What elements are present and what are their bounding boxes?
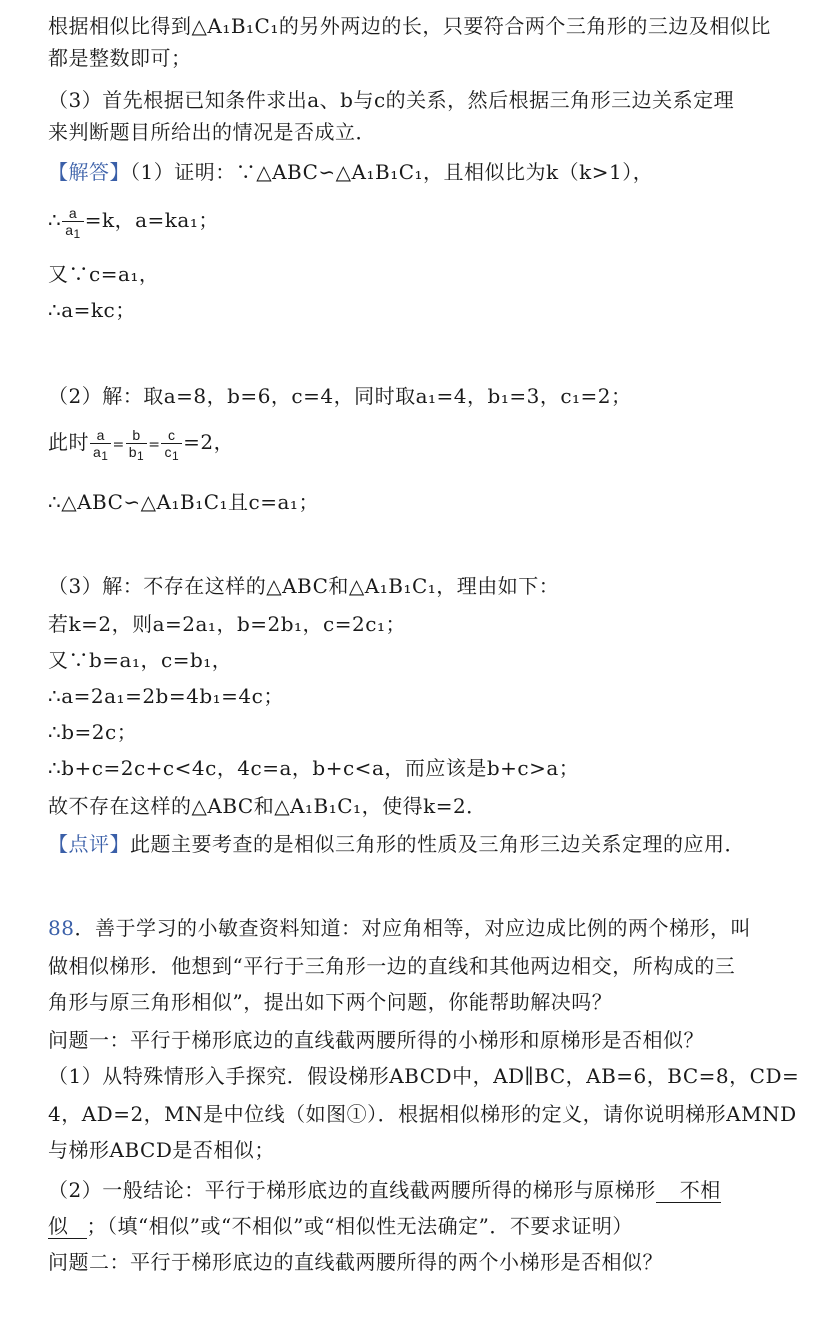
therefore-symbol: ∴	[48, 208, 62, 232]
denominator-base: b	[128, 444, 138, 460]
fraction-numerator: b	[126, 427, 147, 444]
problem-88-line-4: 问题一：平行于梯形底边的直线截两腰所得的小梯形和原梯形是否相似？	[48, 1028, 704, 1052]
answer-blank-part-2: 似	[48, 1214, 87, 1239]
solution-part3-line-2: 若k=2，则a=2a₁，b=2b₁，c=2c₁；	[48, 612, 406, 636]
fraction-denominator	[126, 444, 147, 463]
analysis-line-1: 根据相似比得到△A₁B₁C₁的另外两边的长，只要符合两个三角形的三边及相似比	[48, 14, 771, 38]
solution-part3-line-6: ∴b+c=2c+c<4c，4c=a，b+c<a，而应该是b+c>a；	[48, 756, 580, 780]
fraction-numerator: a	[62, 205, 83, 222]
problem-88-line-6: 4，AD=2，MN是中位线（如图①）．根据相似梯形的定义，请你说明梯形AMND	[48, 1102, 797, 1126]
fraction-a-over-a1	[62, 205, 83, 241]
problem-number: 88	[48, 916, 75, 940]
solution-part2-line-1: （2）解：取a=8，b=6，c=4，同时取a₁=4，b₁=3，c₁=2；	[48, 384, 632, 408]
problem-88-line-2: 做相似梯形．他想到“平行于三角形一边的直线和其他两边相交，所构成的三	[48, 954, 736, 978]
fraction-a-over-a1	[90, 427, 111, 463]
problem-88-line-9	[48, 1214, 805, 1239]
equation-rest: =k，a=ka₁；	[84, 208, 219, 232]
fraction-c-over-c1	[161, 427, 182, 463]
problem-88-line-3: 角形与原三角形相似”，提出如下两个问题，你能帮助解决吗？	[48, 990, 613, 1014]
fraction-numerator: a	[90, 427, 111, 444]
problem-text: ．善于学习的小敏查资料知道：对应角相等，对应边成比例的两个梯形，叫	[74, 916, 751, 940]
fraction-numerator: c	[161, 427, 182, 444]
solution-part1-text: （1）证明：∵△ABC∽△A₁B₁C₁，且相似比为k（k>1），	[130, 160, 654, 184]
solution-tag: 【解答】	[48, 160, 130, 184]
solution-part3-line-4: ∴a=2a₁=2b=4b₁=4c；	[48, 684, 284, 708]
equals-sign: =	[148, 437, 161, 453]
solution-part3-line-1: （3）解：不存在这样的△ABC和△A₁B₁C₁，理由如下：	[48, 574, 560, 598]
analysis-line-3: （3）首先根据已知条件求出a、b与c的关系，然后根据三角形三边关系定理	[48, 88, 735, 112]
comment-line	[48, 832, 805, 856]
fraction-denominator	[161, 444, 182, 463]
problem-88-line-5: （1）从特殊情形入手探究．假设梯形ABCD中，AD∥BC，AB=6，BC=8，CD=	[48, 1064, 800, 1088]
problem-88-line-8	[48, 1178, 805, 1203]
fill-instruction: ；（填“相似”或“不相似”或“相似性无法确定”．不要求证明）	[86, 1214, 633, 1238]
solution-part3-line-3: 又∵b=a₁，c=b₁，	[48, 648, 233, 672]
denominator-base: a	[65, 222, 74, 238]
problem-88-line-1	[48, 916, 805, 940]
fraction-denominator	[62, 222, 83, 241]
solution-line-1	[48, 160, 805, 184]
solution-part2-line-2	[48, 422, 805, 465]
comment-tag: 【点评】	[48, 832, 130, 856]
solution-line-2	[48, 200, 805, 240]
equation-rest: =2，	[183, 430, 235, 454]
denominator-base: a	[93, 444, 102, 460]
denominator-subscript: 1	[73, 227, 81, 241]
fraction-denominator	[90, 444, 111, 463]
at-this-time-label: 此时	[48, 430, 89, 454]
analysis-line-2: 都是整数即可；	[48, 46, 192, 70]
problem-88-line-10: 问题二：平行于梯形底边的直线截两腰所得的两个小梯形是否相似？	[48, 1250, 663, 1274]
answer-blank-part-1: 不相	[656, 1178, 721, 1203]
solution-line-3: 又∵c=a₁，	[48, 262, 160, 286]
analysis-line-4: 来判断题目所给出的情况是否成立．	[48, 120, 376, 144]
equals-sign: =	[112, 437, 125, 453]
solution-part3-line-7: 故不存在这样的△ABC和△A₁B₁C₁，使得k=2．	[48, 794, 487, 818]
denominator-subscript: 1	[101, 449, 109, 463]
fraction-b-over-b1	[126, 427, 147, 463]
denominator-base: c	[164, 444, 172, 460]
solution-line-4: ∴a=kc；	[48, 298, 136, 322]
solution-part2-line-3: ∴△ABC∽△A₁B₁C₁且c=a₁；	[48, 490, 319, 514]
general-conclusion-text: （2）一般结论：平行于梯形底边的直线截两腰所得的梯形与原梯形	[48, 1178, 656, 1202]
solution-part3-line-5: ∴b=2c；	[48, 720, 138, 744]
denominator-subscript: 1	[137, 449, 145, 463]
problem-88-line-7: 与梯形ABCD是否相似；	[48, 1138, 275, 1162]
denominator-subscript: 1	[171, 449, 180, 463]
comment-text: 此题主要考查的是相似三角形的性质及三角形三边关系定理的应用．	[130, 832, 745, 856]
